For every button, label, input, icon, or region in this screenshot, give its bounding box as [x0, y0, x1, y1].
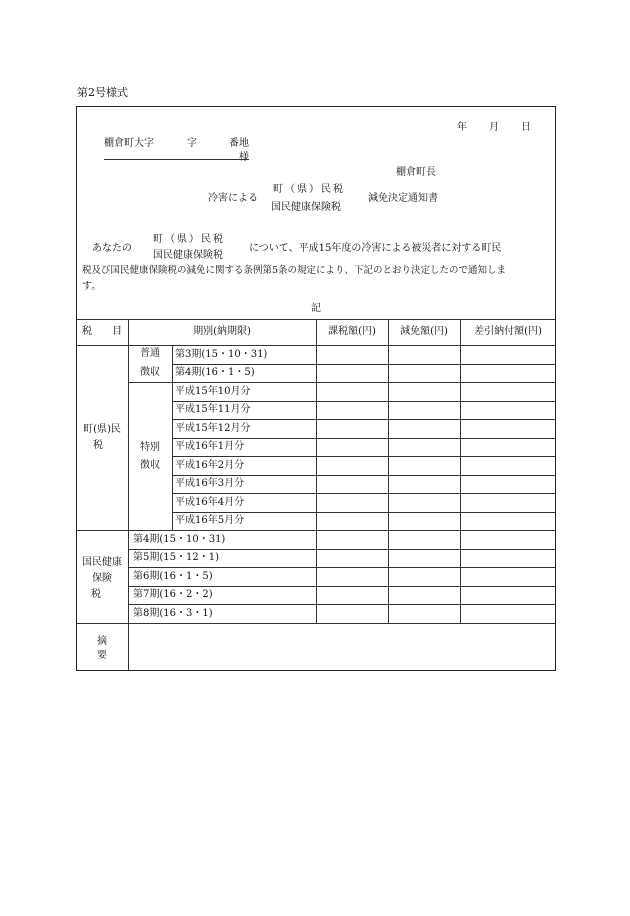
body-lead: あなたの — [92, 243, 132, 254]
regular-collection-label-2: 徴収 — [140, 367, 160, 378]
form-number: 第2号様式 — [77, 86, 128, 99]
date-day: 日 — [521, 122, 531, 133]
body-line3: す。 — [82, 281, 102, 292]
nhi-tax-label-3: 税 — [91, 589, 101, 600]
period-row: 平成15年12月分 — [175, 423, 251, 434]
body-line2: 税及び国民健康保険税の減免に関する条例第5条の規定により、下記のとおり決定したので通知しま — [82, 265, 507, 276]
regular-collection-label: 普通 — [140, 348, 160, 359]
period-row: 第4期(16・1・5) — [175, 367, 255, 378]
header-reduction: 減免額(円) — [400, 326, 448, 337]
remarks-label-2: 要 — [97, 650, 107, 661]
title-tax-nhi: 国民健康保険税 — [271, 202, 341, 213]
period-row: 平成15年11月分 — [175, 404, 251, 415]
date-month: 月 — [489, 122, 499, 133]
address-sama: 様 — [239, 152, 249, 163]
body-line1-rest: について、平成15年度の冷害による被災者に対する町民 — [249, 243, 502, 254]
address-aza: 字 — [187, 138, 197, 149]
period-row: 平成16年5月分 — [175, 515, 245, 526]
address-town: 棚倉町大字 — [104, 138, 154, 149]
period-row: 第4期(15・10・31) — [133, 534, 226, 545]
period-row: 第7期(16・2・2) — [133, 589, 213, 600]
period-row: 平成16年4月分 — [175, 497, 245, 508]
ki-label: 記 — [311, 303, 321, 314]
period-row: 第5期(15・12・1) — [133, 552, 219, 563]
title-suffix: 減免決定通知書 — [368, 193, 438, 204]
body-tax-nhi: 国民健康保険税 — [153, 250, 223, 261]
title-prefix: 冷害による — [208, 193, 258, 204]
period-row: 第8期(16・3・1) — [133, 608, 213, 619]
issuer-name: 棚倉町長 — [396, 167, 436, 178]
header-assessed: 課税額(円) — [328, 326, 376, 337]
address-banchi: 番地 — [229, 138, 249, 149]
remarks-label: 摘 — [97, 636, 107, 647]
resident-tax-label: 町(県)民 — [83, 424, 121, 435]
period-row: 第6期(16・1・5) — [133, 571, 213, 582]
header-period: 期別(納期限) — [193, 326, 251, 337]
address-underline — [104, 159, 249, 160]
special-collection-label: 特別 — [140, 442, 160, 453]
nhi-tax-label-2: 保険 — [92, 573, 112, 584]
period-row: 平成16年1月分 — [175, 441, 245, 452]
title-tax-resident: 町（県）民税 — [273, 184, 345, 195]
date-year: 年 — [457, 122, 467, 133]
resident-tax-label-2: 税 — [93, 440, 103, 451]
nhi-tax-label: 国民健康 — [82, 557, 122, 568]
body-tax-resident: 町（県）民税 — [153, 234, 225, 245]
period-row: 第3期(15・10・31) — [175, 349, 268, 360]
header-payable: 差引納付額(円) — [474, 326, 542, 337]
period-row: 平成15年10月分 — [175, 386, 251, 397]
period-row: 平成16年3月分 — [175, 478, 245, 489]
period-row: 平成16年2月分 — [175, 460, 245, 471]
header-tax-item: 税 目 — [82, 326, 122, 337]
special-collection-label-2: 徴収 — [140, 460, 160, 471]
